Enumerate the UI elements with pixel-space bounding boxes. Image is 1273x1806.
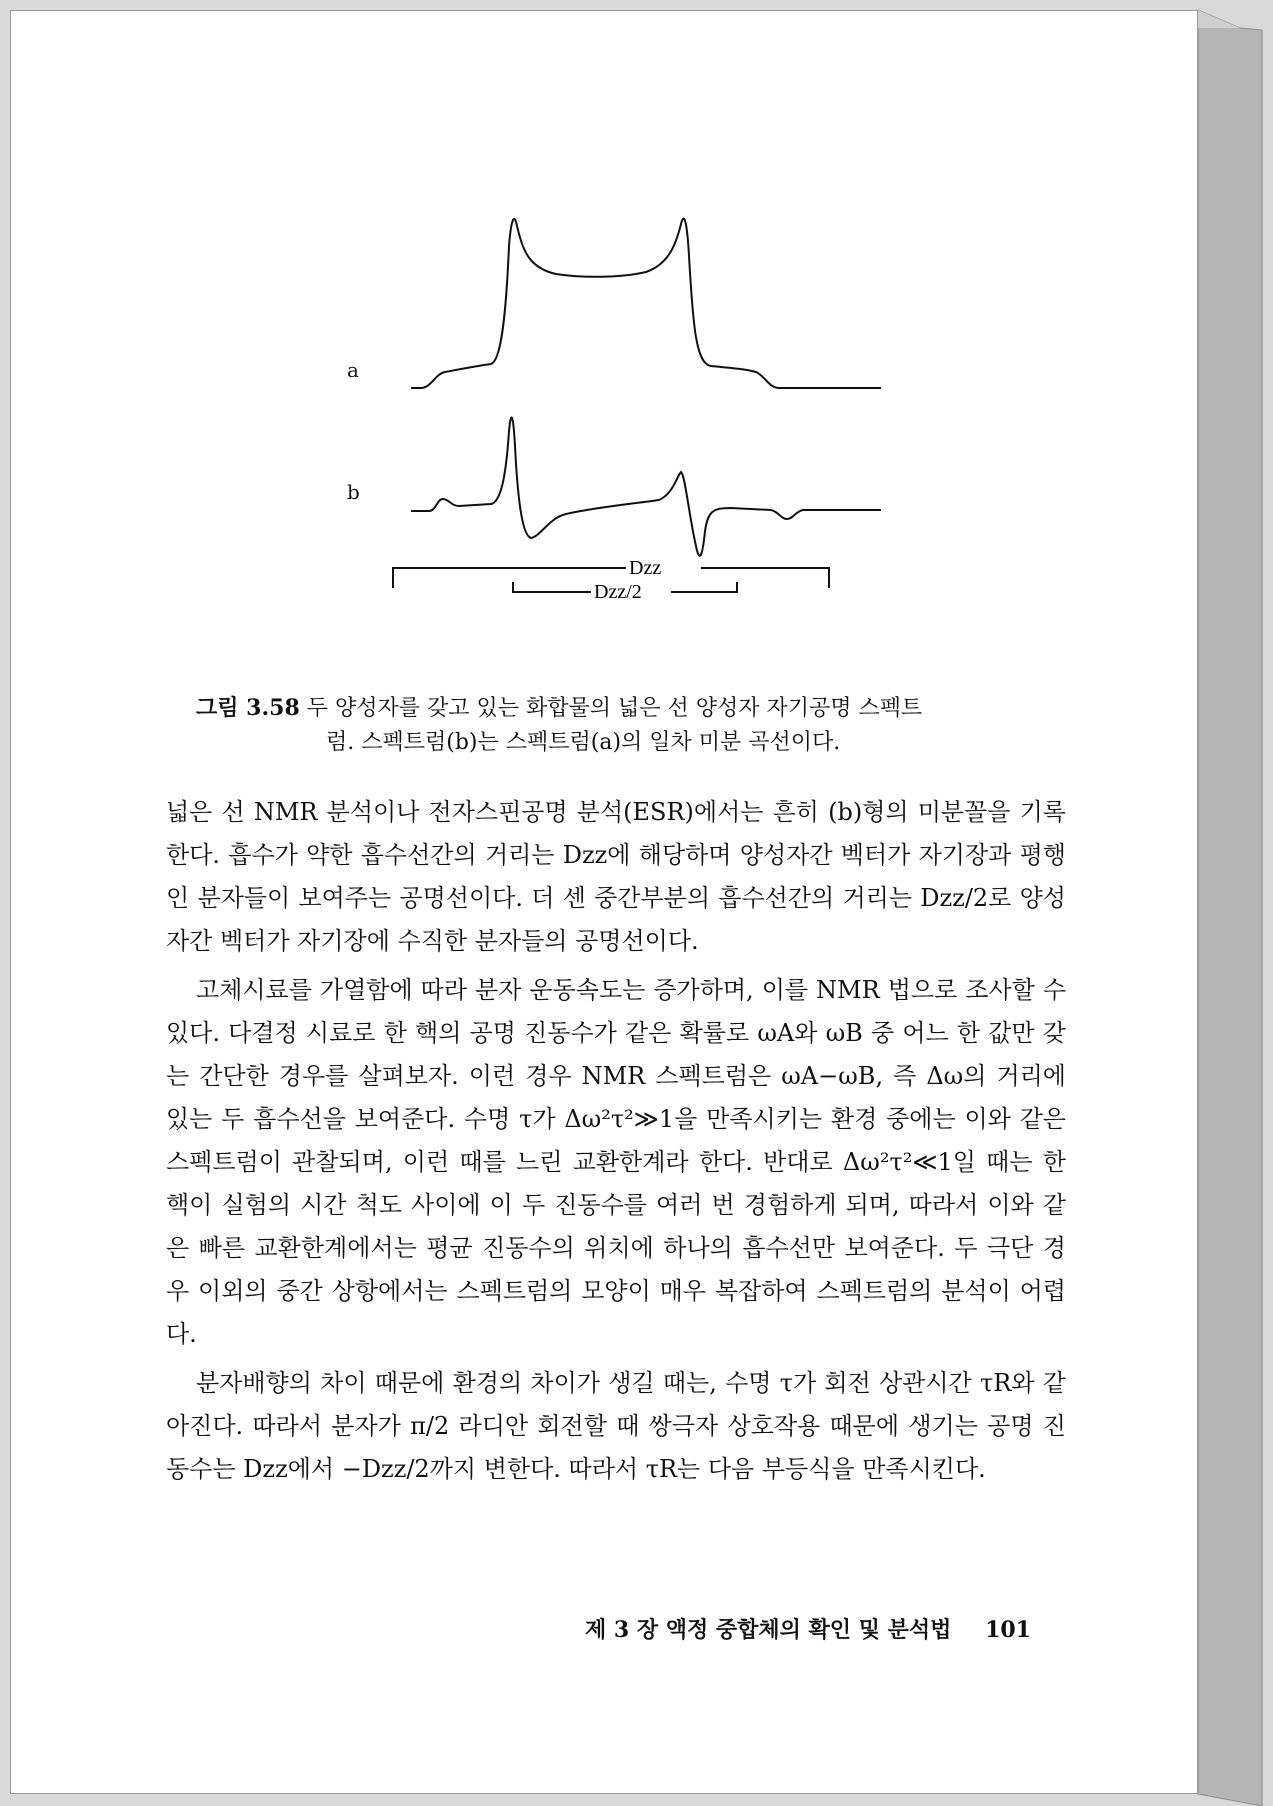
paragraph-2: 고체시료를 가열함에 따라 분자 운동속도는 증가하며, 이를 NMR 법으로 조사할 수 있다. 다결정 시료로 한 핵의 공명 진동수가 같은 확률로 ωA와 ωB 중 어느 한 값만 갖는 간단한 경우를 살펴보자. 이런 경우 NMR 스펙트럼은 ωA−ωB, 즉 Δω의 거리에 있는 두 흡수선을 보여준다. 수명 τ가 Δω²τ²≫1을 만족시키는 환경 중에는 이와 같은 스펙트럼이 관찰되며, 이런 때를 느린 교환한계라 한다. 반대로 Δω²τ²≪1일 때는 한 핵이 실험의 시간 척도 사이에 이 두 진동수를 여러 번 경험하게 되며, 따라서 이와 같은 빠른 교환한계에서는 평균 진동수의 위치에 하나의 흡수선만 보여준다. 두 극단 경우 이외의 중간 상항에서는 스펙트럼의 모양이 매우 복잡하여 스펙트럼의 분석이 어렵다. — [166, 976, 1066, 1348]
book-page — [10, 10, 1198, 1794]
curve-b-label: b — [347, 480, 360, 504]
page-number: 101 — [985, 1617, 1031, 1643]
running-footer — [531, 1613, 1031, 1644]
figure-number: 그림 3.58 — [196, 695, 300, 721]
curve-b — [411, 417, 881, 555]
paragraph-3: 분자배향의 차이 때문에 환경의 차이가 생길 때는, 수명 τ가 회전 상관시간 τR와 같아진다. 따라서 분자가 π/2 라디안 회전할 때 쌍극자 상호작용 때문에 생기는 공명 진동수는 Dzz에서 −Dzz/2까지 변한다. 따라서 τR는 다음 부등식을 만족시킨다. — [166, 1369, 1066, 1483]
spectrum-svg — [351, 216, 891, 676]
curve-a-label: a — [347, 358, 359, 382]
figure-caption — [196, 691, 1066, 760]
body-text — [166, 791, 1066, 1497]
caption-line-2: 럼. 스펙트럼(b)는 스펙트럼(a)의 일차 미분 곡선이다. — [326, 730, 841, 755]
dzz-label: Dzz — [629, 557, 662, 579]
chapter-title: 제 3 장 액정 중합체의 확인 및 분석법 — [584, 1617, 952, 1643]
paragraph-1: 넓은 선 NMR 분석이나 전자스핀공명 분석(ESR)에서는 흔히 (b)형의 미분꼴을 기록한다. 흡수가 약한 흡수선간의 거리는 Dzz에 해당하며 양성자간 벡터가 자기장과 평행인 분자들이 보여주는 공명선이다. 더 센 중간부분의 흡수선간의 거리는 Dzz/2로 양성자간 벡터가 자기장에 수직한 분자들의 공명선이다. — [166, 798, 1066, 955]
dzz-half-label: Dzz/2 — [594, 581, 642, 603]
spectrum-figure — [347, 216, 891, 680]
caption-line-1: 두 양성자를 갖고 있는 화합물의 넓은 선 양성자 자기공명 스펙트 — [306, 696, 923, 721]
curve-a — [411, 219, 881, 388]
